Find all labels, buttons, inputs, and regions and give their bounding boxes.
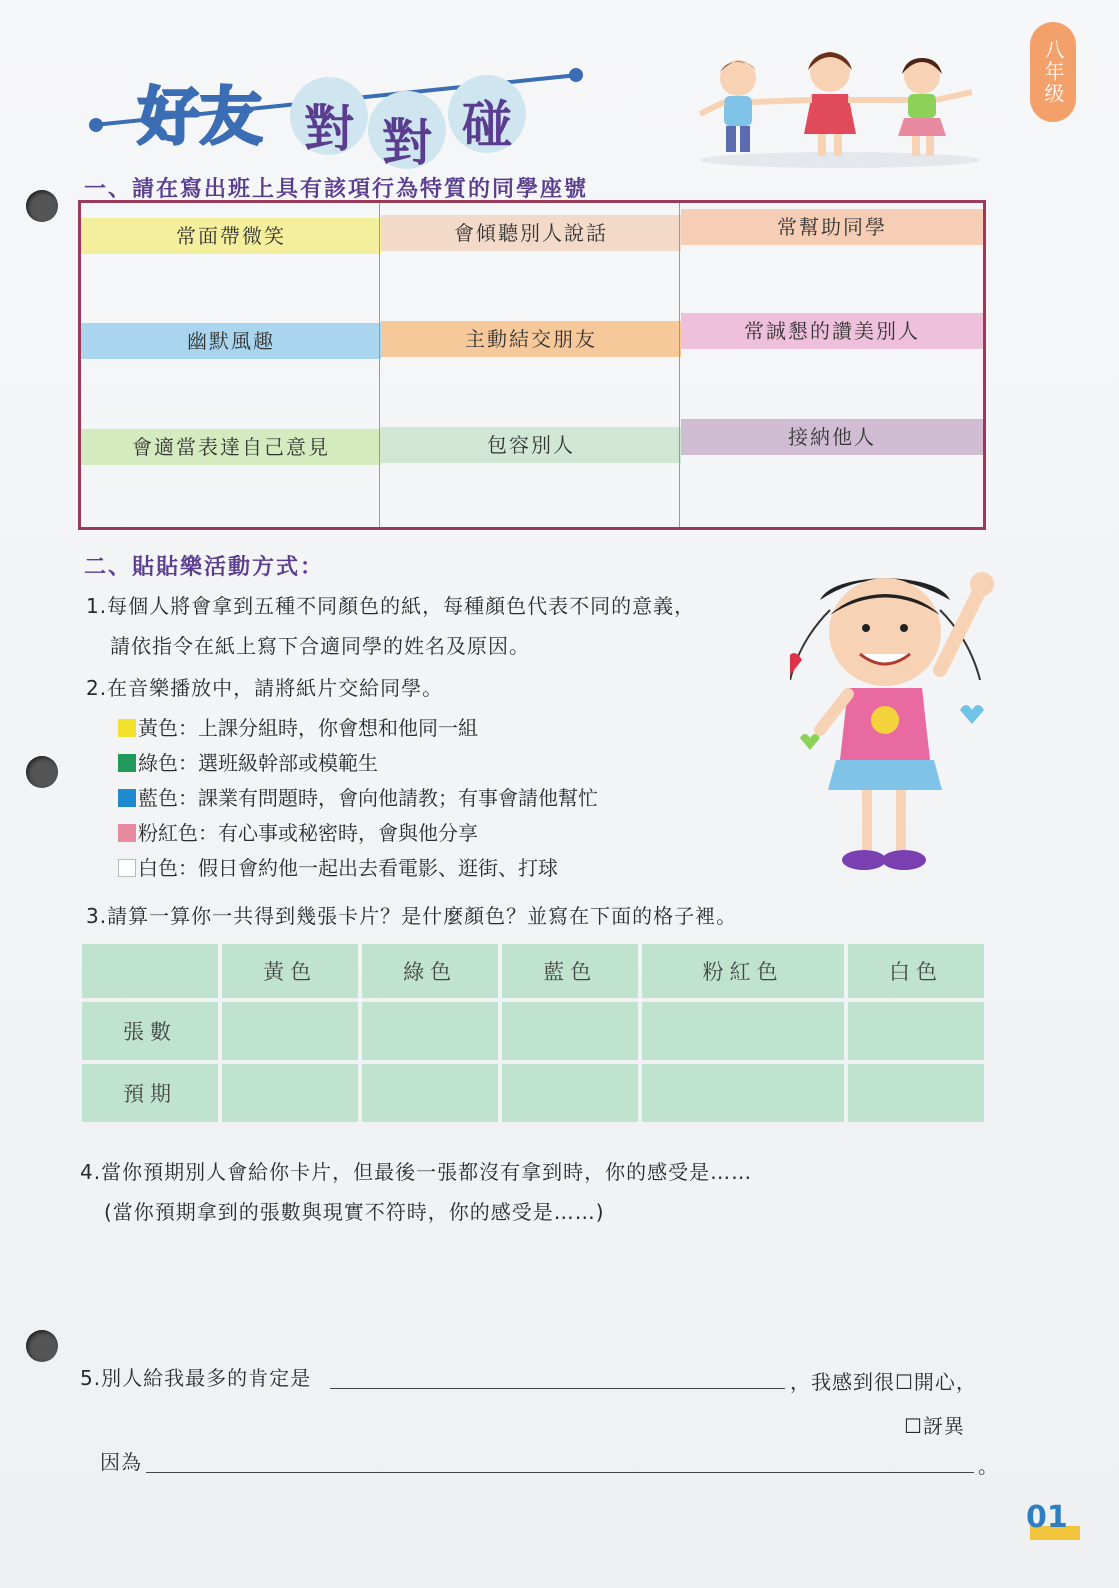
trait-header: 包容別人 <box>381 427 681 463</box>
color-meaning-blue: 藍色：課業有問題時，會向他請教；有事會請他幫忙 <box>118 782 598 811</box>
yellow-swatch-icon <box>118 719 136 737</box>
card-count-input[interactable] <box>222 1002 358 1060</box>
trait-header: 常面帶微笑 <box>81 218 381 254</box>
answer-blank-line[interactable] <box>330 1388 785 1389</box>
trait-header: 會傾聽別人說話 <box>381 215 681 251</box>
instruction-4-note: (當你預期拿到的張數與現實不符時，你的感受是……) <box>104 1200 605 1224</box>
card-table-row-label: 張數 <box>82 1002 218 1060</box>
sentence-end: 。 <box>978 1454 999 1478</box>
girl-waving-illustration <box>790 570 1000 890</box>
pink-swatch-icon <box>118 824 136 842</box>
table-divider <box>679 203 680 527</box>
feeling-option-surprised[interactable]: ☐訝異 <box>904 1414 965 1438</box>
card-expected-input[interactable] <box>362 1064 498 1122</box>
children-holding-hands-illustration <box>690 40 990 170</box>
title-char: 對 <box>304 100 354 158</box>
card-table-col-blue: 藍色 <box>502 944 638 998</box>
binder-hole <box>26 1330 58 1362</box>
white-swatch-icon <box>118 859 136 877</box>
card-count-input[interactable] <box>848 1002 984 1060</box>
instruction-5: 5.別人給我最多的肯定是 <box>80 1366 312 1390</box>
trait-header: 幽默風趣 <box>81 323 381 359</box>
instruction-1-cont: 請依指令在紙上寫下合適同學的姓名及原因。 <box>110 634 530 658</box>
color-meaning-white: 白色：假日會約他一起出去看電影、逛街、打球 <box>118 852 558 881</box>
card-expected-input[interactable] <box>502 1064 638 1122</box>
card-expected-input[interactable] <box>848 1064 984 1122</box>
title-char: 對 <box>382 114 432 172</box>
blue-swatch-icon <box>118 789 136 807</box>
card-table-col-pink: 粉紅色 <box>642 944 844 998</box>
page-number: 01 <box>1026 1500 1068 1535</box>
card-table-col-white: 白色 <box>848 944 984 998</box>
title-char: 碰 <box>462 96 512 154</box>
instruction-4: 4.當你預期別人會給你卡片，但最後一張都沒有拿到時，你的感受是…… <box>80 1160 753 1184</box>
color-meaning-pink: 粉紅色：有心事或秘密時，會與他分享 <box>118 817 478 846</box>
binder-hole <box>26 756 58 788</box>
section1-title: 一、請在寫出班上具有該項行為特質的同學座號 <box>84 177 589 202</box>
card-table-row-label: 預期 <box>82 1064 218 1122</box>
card-expected-input[interactable] <box>222 1064 358 1122</box>
green-swatch-icon <box>118 754 136 772</box>
color-meaning-yellow: 黃色：上課分組時，你會想和他同一組 <box>118 712 478 741</box>
because-label: 因為 <box>100 1450 142 1474</box>
title-good-friends: 好友 <box>138 80 263 153</box>
trait-header: 主動結交朋友 <box>381 321 681 357</box>
color-meaning-green: 綠色：選班級幹部或模範生 <box>118 747 378 776</box>
card-count-input[interactable] <box>642 1002 844 1060</box>
card-count-table <box>78 940 988 1126</box>
trait-header: 常誠懇的讚美別人 <box>681 313 983 349</box>
table-divider <box>379 203 380 527</box>
trait-header: 會適當表達自己意見 <box>81 429 381 465</box>
section2-title: 二、貼貼樂活動方式： <box>84 555 325 580</box>
card-count-input[interactable] <box>362 1002 498 1060</box>
card-expected-input[interactable] <box>642 1064 844 1122</box>
page-title <box>88 55 608 172</box>
instruction-1: 1.每個人將會拿到五種不同顏色的紙，每種顏色代表不同的意義， <box>86 594 696 618</box>
feeling-option-happy[interactable]: ，我感到很☐開心， <box>790 1370 977 1394</box>
trait-header: 接納他人 <box>681 419 983 455</box>
card-count-input[interactable] <box>502 1002 638 1060</box>
card-table-col-yellow: 黃色 <box>222 944 358 998</box>
instruction-3: 3.請算一算你一共得到幾張卡片？是什麼顏色？並寫在下面的格子裡。 <box>86 904 738 928</box>
trait-header: 常幫助同學 <box>681 209 983 245</box>
trait-table <box>78 200 986 530</box>
binder-hole <box>26 190 58 222</box>
grade-tag: 八年级 <box>1030 22 1076 122</box>
reason-blank-line[interactable] <box>146 1472 974 1473</box>
instruction-2: 2.在音樂播放中，請將紙片交給同學。 <box>86 676 444 700</box>
card-table-corner <box>82 944 218 998</box>
card-table-col-green: 綠色 <box>362 944 498 998</box>
